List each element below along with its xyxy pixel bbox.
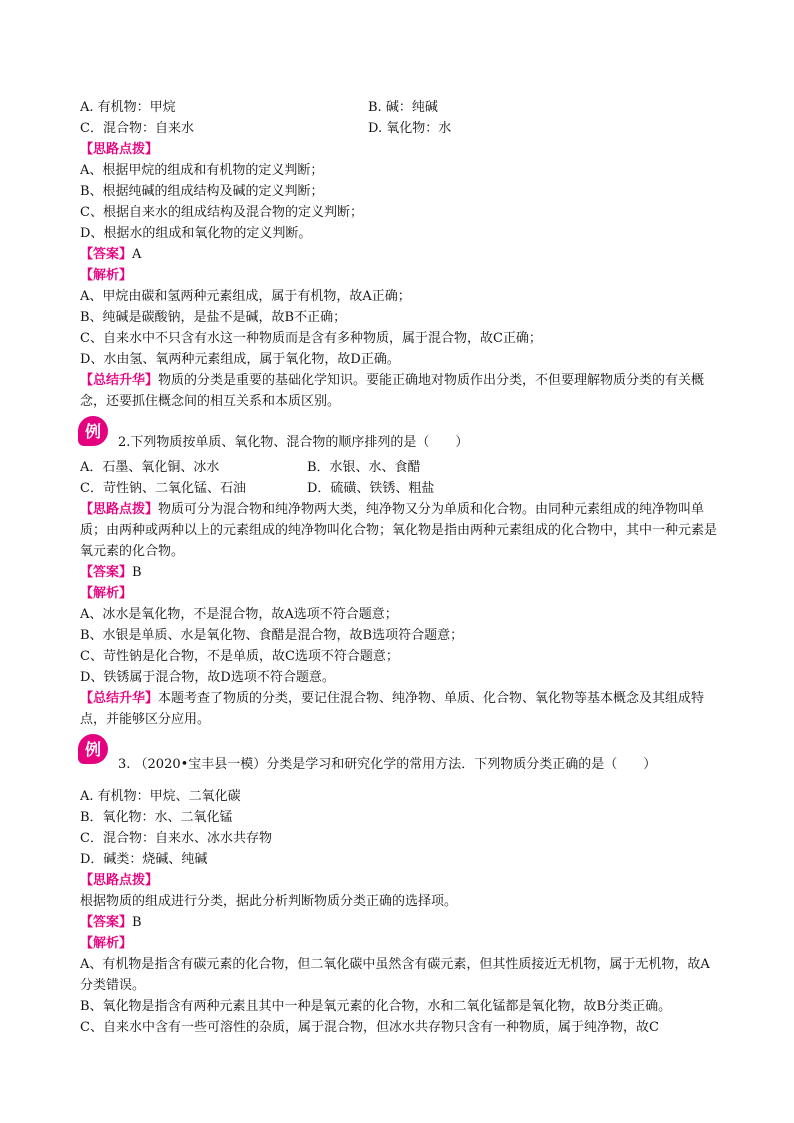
- q3-analysis-line: C、自来水中含有一些可溶性的杂质，属于混合物，但冰水共存物只含有一种物质，属于纯净物，故C: [80, 1020, 659, 1035]
- q3-analysis-line: B、氧化物是指含有两种元素且其中一种是氧元素的化合物，水和二氧化锰都是氧化物，故B分类正确。: [80, 999, 672, 1014]
- q3-option-a: A. 有机物：甲烷、二氧化碳: [80, 789, 241, 804]
- q1-option-b: B. 碱：纯碱: [368, 100, 438, 115]
- q2-options-row-2: [80, 478, 720, 499]
- q2-analysis-line: B、水银是单质、水是氧化物、食醋是混合物，故B选项符合题意；: [80, 628, 464, 643]
- q2-hint: 【思路点拨】物质可分为混合物和纯净物两大类，纯净物又分为单质和化合物。由同种元素组成的纯净物叫单质；由两种或两种以上的元素组成的纯净物叫化合物；氧化物是指由两种元素组成的化合物中，其中一种元素是氧元素的化合物。: [80, 502, 718, 559]
- q3-header: [80, 730, 720, 778]
- q3-option-d: D．碱类：烧碱、纯碱: [80, 852, 208, 867]
- q2-analysis-line: D、铁锈属于混合物，故D选项不符合题意。: [80, 670, 335, 685]
- q1-summary: 【总结升华】物质的分类是重要的基础化学知识。要能正确地对物质作出分类，不但要理解物质分类的有关概念，还要抓住概念间的相互关系和本质区别。: [80, 373, 705, 409]
- q1-option-c: C．混合物：自来水: [80, 121, 194, 136]
- q1-answer: 【答案】A: [80, 247, 142, 262]
- q2-option-a: A．石墨、氧化铜、冰水: [80, 460, 220, 475]
- q2-option-d: D．硫磺、铁锈、粗盐: [307, 481, 435, 496]
- q2-summary: 【总结升华】本题考查了物质的分类，要记住混合物、纯净物、单质、化合物、氧化物等基本概念及其组成特点，并能够区分应用。: [80, 691, 705, 727]
- q2-analysis-line: C、苛性钠是化合物，不是单质，故C选项不符合题意；: [80, 649, 399, 664]
- q1-analysis-line: C、自来水中不只含有水这一种物质而是含有多种物质，属于混合物，故C正确；: [80, 331, 542, 346]
- q2-option-c: C．苛性钠、二氧化锰、石油: [80, 481, 246, 496]
- q3-question: 3. （2020•宝丰县一模）分类是学习和研究化学的常用方法．下列物质分类正确的是（ ）: [118, 757, 657, 772]
- q2-option-b: B．水银、水、食醋: [307, 460, 421, 475]
- q1-options-row-2: [80, 118, 720, 139]
- q3-option-b: B．氧化物：水、二氧化锰: [80, 810, 233, 825]
- q1-analysis-line: B、纯碱是碳酸钠，是盐不是碱，故B不正确；: [80, 310, 347, 325]
- q2-question: 2.下列物质按单质、氧化物、混合物的顺序排列的是（ ）: [118, 435, 469, 450]
- q3-answer: 【答案】B: [80, 915, 142, 930]
- q1-hint-line: D、根据水的组成和氧化物的定义判断。: [80, 226, 312, 241]
- q1-analysis-heading: 【解析】: [80, 268, 133, 283]
- q2-analysis-heading: 【解析】: [80, 586, 133, 601]
- q1-analysis-line: D、水由氢、氧两种元素组成，属于氧化物，故D正确。: [80, 352, 400, 367]
- q1-hint-line: B、根据纯碱的组成结构及碱的定义判断；: [80, 184, 324, 199]
- q3-analysis-heading: 【解析】: [80, 936, 133, 951]
- q1-option-d: D. 氧化物：水: [368, 121, 452, 136]
- q2-answer: 【答案】B: [80, 565, 142, 580]
- q1-hint-line: A、根据甲烷的组成和有机物的定义判断；: [80, 163, 324, 178]
- q3-hint-heading: 【思路点拨】: [80, 873, 159, 888]
- q1-option-a: A. 有机物：甲烷: [80, 100, 176, 115]
- q1-analysis-line: A、甲烷由碳和氢两种元素组成，属于有机物，故A正确；: [80, 289, 411, 304]
- q3-hint: 根据物质的组成进行分类，据此分析判断物质分类正确的选择项。: [80, 894, 458, 909]
- example-badge-icon: 例: [78, 416, 108, 446]
- q1-options-row-1: [80, 97, 720, 118]
- q2-header: [80, 412, 720, 457]
- q1-hint-heading: 【思路点拨】: [80, 142, 159, 157]
- q3-analysis-line: A、有机物是指含有碳元素的化合物，但二氧化碳中虽然含有碳元素，但其性质接近无机物，属于无机物，故A分类错误。: [80, 957, 710, 993]
- document-page: [80, 97, 720, 1038]
- q2-analysis-line: A、冰水是氧化物，不是混合物，故A选项不符合题意；: [80, 607, 398, 622]
- example-badge-icon: 例: [78, 734, 108, 764]
- q2-options-row-1: [80, 457, 720, 478]
- q3-option-c: C．混合物：自来水、冰水共存物: [80, 831, 272, 846]
- q1-hint-line: C、根据自来水的组成结构及混合物的定义判断；: [80, 205, 363, 220]
